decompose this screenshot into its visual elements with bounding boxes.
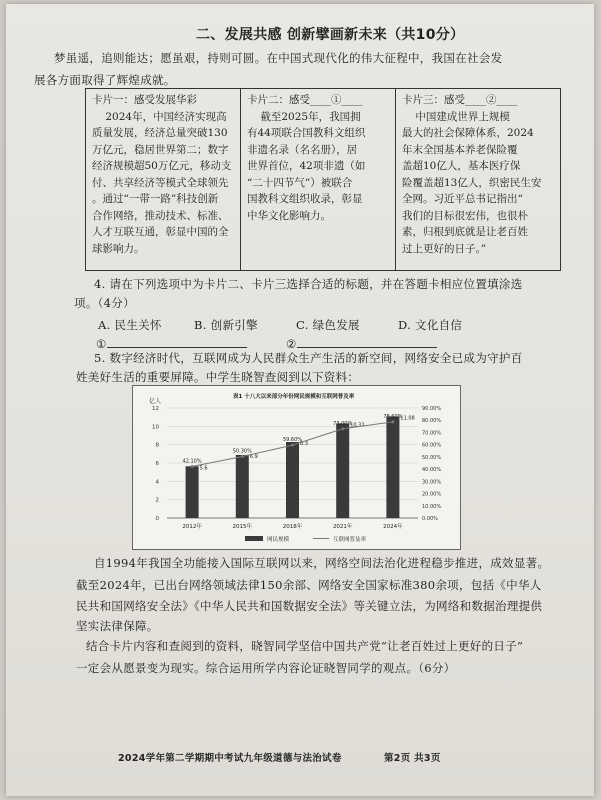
answer-blank-2-label: ②	[286, 337, 297, 351]
q4-line-2: 项。（4分）	[74, 296, 135, 310]
answer-blank-1-label: ①	[96, 337, 107, 351]
chart-svg	[133, 386, 460, 549]
cards-table	[85, 88, 561, 271]
q5b-line-2: 一定会从愿景变为现实。综合运用所学内容论证晓智同学的观点。（6分）	[76, 661, 456, 675]
rate-data-label: 50.30%	[232, 448, 252, 455]
card-line: 2024年，中国经济实现高	[92, 110, 227, 123]
bar-data-label: 8.3	[300, 441, 308, 448]
y-tick-label: 12	[152, 406, 159, 412]
card-line: 年末全国基本养老保险覆	[402, 143, 518, 156]
card-line: 险覆盖超13亿人，织密民生安	[402, 176, 542, 189]
y-tick-label: 8	[155, 442, 159, 449]
card-line: 。通过“一带一路”科技创新	[92, 193, 219, 205]
rate-point	[241, 455, 244, 458]
internet-chart	[132, 385, 461, 550]
chart-title: 表1 十八大以来部分年份网民规模和互联网普及率	[233, 394, 355, 400]
q4-line-1: 4. 请在下列选项中为卡片二、卡片三选择合适的标题，并在答题卡相应位置填涂选	[94, 277, 523, 291]
q4-option-a: A. 民生关怀	[98, 318, 162, 332]
card-three-body	[402, 109, 554, 258]
y-tick-label: 0	[155, 516, 159, 522]
y2-tick-label: 90.00%	[422, 406, 442, 412]
exam-page	[6, 4, 594, 796]
card-three	[396, 89, 561, 271]
y-tick-label: 6	[155, 461, 159, 467]
q4-option-d: D. 文化自信	[398, 318, 463, 332]
rate-point	[191, 465, 194, 468]
card-one	[86, 89, 241, 271]
card-two-title: 卡片二：感受____①____	[247, 94, 363, 106]
y2-tick-label: 70.00%	[422, 430, 442, 437]
section-title: 二、发展共感 创新擘画新未来（共10分）	[196, 27, 465, 43]
para-line-2: 截至2024年，已出台网络领域法律150余部、网络安全国家标准380余项，包括《中华人	[76, 578, 542, 592]
y-tick-label: 4	[155, 479, 159, 486]
bar	[286, 442, 299, 518]
card-line: 经济规模超50万亿元，移动支	[92, 160, 232, 172]
answer-blank-1	[96, 337, 247, 351]
y2-tick-label: 30.00%	[422, 479, 442, 486]
y2-tick-label: 50.00%	[422, 454, 442, 461]
q5-line-2: 姓美好生活的重要屏障。中学生晓智查阅到以下资料：	[76, 370, 360, 384]
y2-tick-label: 10.00%	[422, 503, 442, 510]
legend-bar-swatch	[245, 536, 263, 541]
bar	[186, 466, 199, 518]
card-line: “二十四节气”）被联合	[247, 176, 353, 189]
q5-line-1: 5. 数字经济时代，互联网成为人民群众生产生活的新空间，网络安全已成为守护百	[94, 351, 523, 365]
card-line: 质量发展，经济总量突破130	[92, 127, 228, 139]
card-line: 国教科文组织收录，彰显	[247, 193, 363, 205]
card-line: 球影响力。	[92, 242, 145, 255]
para-line-1: 自1994年我国全功能接入国际互联网以来，网络空间法治化进程稳步推进，成效显著。	[94, 556, 550, 570]
card-line: 全网。习近平总书记指出“	[402, 193, 523, 205]
x-tick-label: 2015年	[232, 524, 253, 530]
rate-data-label: 59.60%	[282, 437, 303, 444]
bar-data-label: 6.9	[249, 453, 258, 460]
footer-title: 2024学年第二学期期中考试九年级道德与法治试卷	[118, 753, 342, 764]
card-one-body	[92, 109, 234, 258]
card-line: 我们的目标很宏伟，也很朴	[402, 209, 528, 222]
card-line: 最大的社会保障体系，2024	[402, 127, 534, 139]
card-line: 有44项联合国教科文组织	[247, 127, 366, 139]
para-line-4: 坚实法律保障。	[76, 619, 159, 633]
q4-option-c: C. 绿色发展	[296, 318, 360, 332]
intro-line-2: 展各方面取得了辉煌成就。	[34, 73, 176, 87]
card-line: 中华文化影响力。	[247, 209, 331, 222]
card-line: 盖超10亿人，基本医疗保	[402, 160, 521, 172]
q5b-line-1: 结合卡片内容和查阅到的资料，晓智同学坚信中国共产党“让老百姓过上更好的日子”	[86, 639, 524, 653]
intro-line-1: 梦虽遥，追则能达；愿虽艰，持则可圆。在中国式现代化的伟大征程中，我国在社会发	[54, 51, 503, 65]
y2-tick-label: 0.00%	[422, 516, 438, 522]
card-two-body	[247, 109, 389, 225]
bar	[386, 416, 399, 518]
rate-point	[291, 444, 294, 447]
card-line: 万亿元，稳居世界第二；数字	[92, 143, 229, 156]
y2-tick-label: 20.00%	[422, 491, 442, 498]
card-line: 世界首位，42项非遗（如	[247, 160, 366, 172]
rate-data-label: 42.10%	[182, 458, 202, 465]
card-line: 付、共享经济等模式全球领先	[92, 176, 229, 189]
footer-page: 第2页 共3页	[384, 753, 441, 764]
rate-data-label: 73.00%	[333, 420, 353, 427]
y2-tick-label: 80.00%	[422, 418, 442, 425]
bar-data-label: 10.32	[350, 422, 365, 429]
legend-bar-label: 网民规模	[267, 537, 290, 543]
y-axis-unit: 亿人	[149, 398, 162, 405]
card-line: 截至2025年，我国拥	[247, 110, 361, 123]
card-two	[241, 89, 396, 271]
card-line: 合作网络，推动技术、标准、	[92, 209, 229, 222]
y-tick-label: 10	[152, 424, 159, 431]
x-tick-label: 2012年	[182, 524, 202, 530]
y-tick-label: 2	[155, 497, 159, 504]
q4-option-b: B. 创新引擎	[194, 318, 258, 332]
card-one-title: 卡片一：感受发展华彩	[92, 94, 197, 106]
bar-data-label: 11.08	[400, 415, 415, 422]
para-line-3: 民共和国网络安全法》《中华人民共和国数据安全法》等关键立法，为网络和数据治理提供	[76, 599, 543, 613]
x-tick-label: 2021年	[332, 524, 353, 530]
y2-tick-label: 40.00%	[422, 467, 442, 474]
rate-point	[341, 427, 344, 430]
card-line: 中国建成世界上规模	[402, 110, 510, 123]
bar	[336, 423, 349, 518]
bar-data-label: 5.6	[199, 465, 208, 472]
rate-point	[391, 420, 394, 423]
x-tick-label: 2024年	[383, 524, 403, 530]
card-line: 人才互联互通，彰显中国的全	[92, 226, 229, 238]
bar	[236, 455, 249, 518]
card-line: 非遗名录（名名册），居	[247, 143, 358, 156]
legend-line-label: 互联网普及率	[333, 537, 367, 543]
card-line: 素，归根到底就是让老百姓	[402, 226, 528, 238]
rate-data-label: 78.60%	[383, 413, 403, 420]
card-line: 过上更好的日子。”	[402, 242, 487, 255]
y2-tick-label: 60.00%	[422, 442, 442, 449]
card-three-title: 卡片三：感受____②____	[402, 94, 518, 106]
answer-blank-2	[286, 337, 437, 351]
x-tick-label: 2018年	[282, 524, 303, 530]
